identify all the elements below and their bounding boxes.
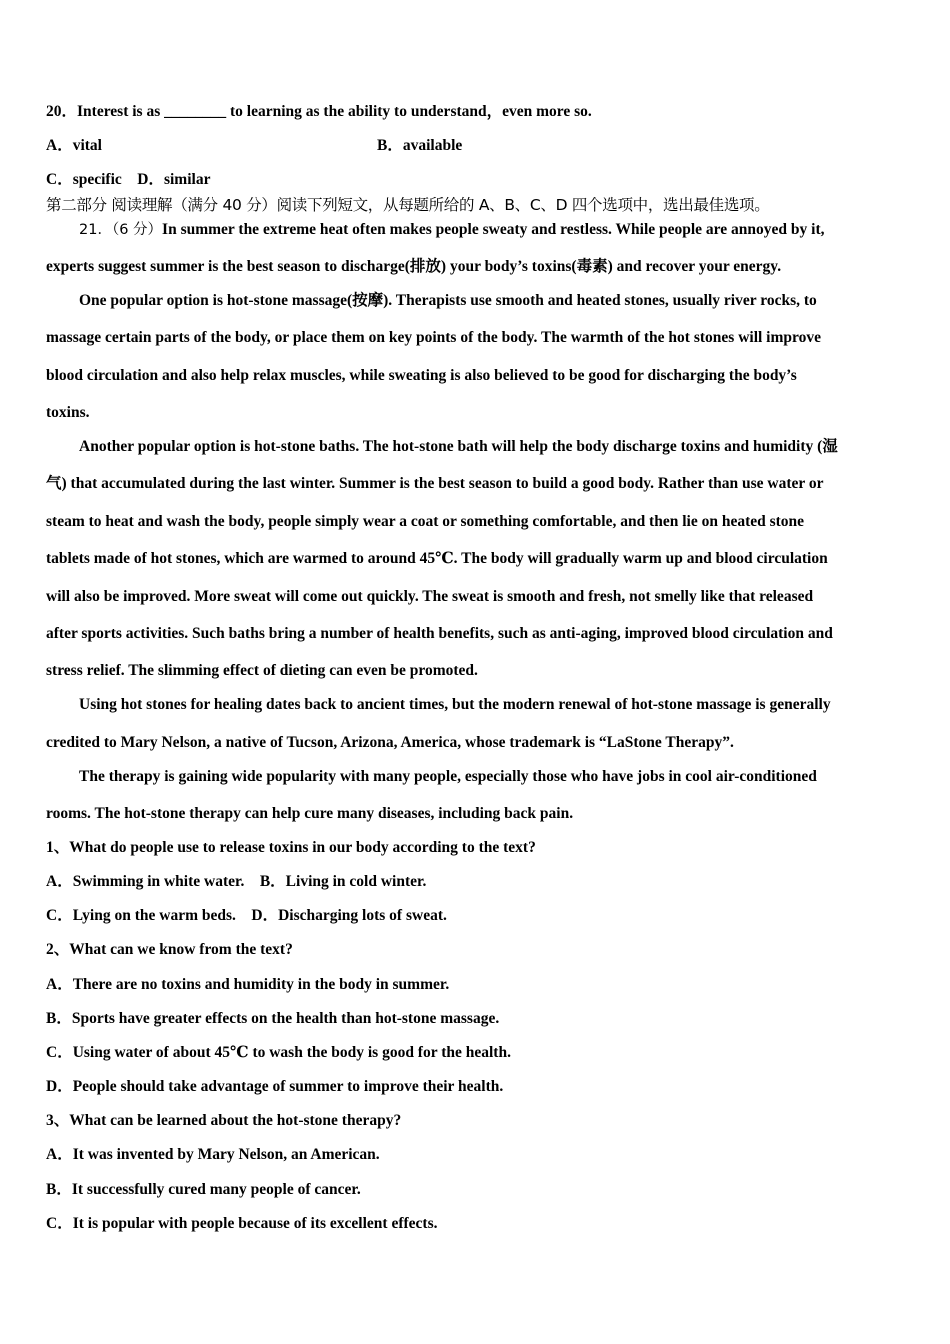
passage-line-15: credited to Mary Nelson, a native of Tucson, Arizona, America, whose trademark is “LaStone Therapy”. (46, 734, 734, 751)
passage-line-2: experts suggest summer is the best season to discharge(排放) your body’s toxins(毒素) and recover your energy. (46, 258, 782, 275)
question-1-stem: 1、What do people use to release toxins in our body according to the text? (46, 839, 536, 856)
passage-line-9: steam to heat and wash the body, people simply wear a coat or something comfortable, and then lie on heated stone (46, 513, 805, 530)
passage-line-5: blood circulation and also help relax muscles, while sweating is also believed to be good for discharging the body’s (46, 367, 797, 384)
passage-line-1 (79, 220, 825, 240)
passage-line-3: One popular option is hot-stone massage(按摩). Therapists use smooth and heated stones, usually river rocks, to (79, 292, 817, 309)
question-1-options-cd: C．Lying on the warm beds. D．Discharging lots of sweat. (46, 907, 447, 924)
passage-text: In summer the extreme heat often makes people sweaty and restless. While people are annoyed by it, (162, 221, 825, 238)
passage-line-11: will also be improved. More sweat will come out quickly. The sweat is smooth and fresh, not smelly like that released (46, 588, 814, 605)
passage-line-14: Using hot stones for healing dates back to ancient times, but the modern renewal of hot-stone massage is generally (79, 696, 831, 713)
question-21-number: 21．（6 分） (79, 222, 163, 238)
question-2-option-d: D．People should take advantage of summer to improve their health. (46, 1078, 504, 1095)
question-2-stem: 2、What can we know from the text? (46, 941, 293, 958)
passage-line-4: massage certain parts of the body, or place them on key points of the body. The warmth of the hot stones will improve (46, 329, 821, 346)
question-3-option-b: B．It successfully cured many people of cancer. (46, 1181, 361, 1198)
question-2-option-b: B．Sports have greater effects on the health than hot-stone massage. (46, 1010, 500, 1027)
passage-line-13: stress relief. The slimming effect of dieting can even be promoted. (46, 662, 478, 679)
passage-line-6: toxins. (46, 404, 90, 421)
passage-line-8: 气) that accumulated during the last winter. Summer is the best season to build a good body. Rather than use water or (46, 475, 824, 492)
question-3-option-c: C．It is popular with people because of its excellent effects. (46, 1215, 438, 1232)
question-1-options-ab: A．Swimming in white water. B．Living in cold winter. (46, 873, 427, 890)
section-2-header: 第二部分 阅读理解（满分 40 分）阅读下列短文，从每题所给的 A、B、C、D 四个选项中，选出最佳选项。 (46, 196, 770, 214)
passage-line-17: rooms. The hot-stone therapy can help cure many diseases, including back pain. (46, 805, 574, 822)
question-3-option-a: A．It was invented by Mary Nelson, an American. (46, 1146, 380, 1163)
question-2-option-c: C．Using water of about 45℃ to wash the body is good for the health. (46, 1044, 511, 1061)
question-20-option-b: B．available (377, 137, 463, 154)
passage-line-10: tablets made of hot stones, which are warmed to around 45℃. The body will gradually warm up and blood circulation (46, 550, 828, 567)
passage-line-7: Another popular option is hot-stone baths. The hot-stone bath will help the body discharge toxins and humidity (湿 (79, 438, 838, 455)
passage-line-12: after sports activities. Such baths bring a number of health benefits, such as anti-aging, improved blood circulation and (46, 625, 833, 642)
question-20-option-cd: C．specific D．similar (46, 171, 211, 188)
question-2-option-a: A．There are no toxins and humidity in the body in summer. (46, 976, 450, 993)
question-20-option-a: A．vital (46, 137, 102, 154)
question-20-stem: 20．Interest is as ________ to learning as the ability to understand，even more so. (46, 103, 592, 120)
passage-line-16: The therapy is gaining wide popularity with many people, especially those who have jobs in cool air-conditioned (79, 768, 817, 785)
question-3-stem: 3、What can be learned about the hot-stone therapy? (46, 1112, 402, 1129)
